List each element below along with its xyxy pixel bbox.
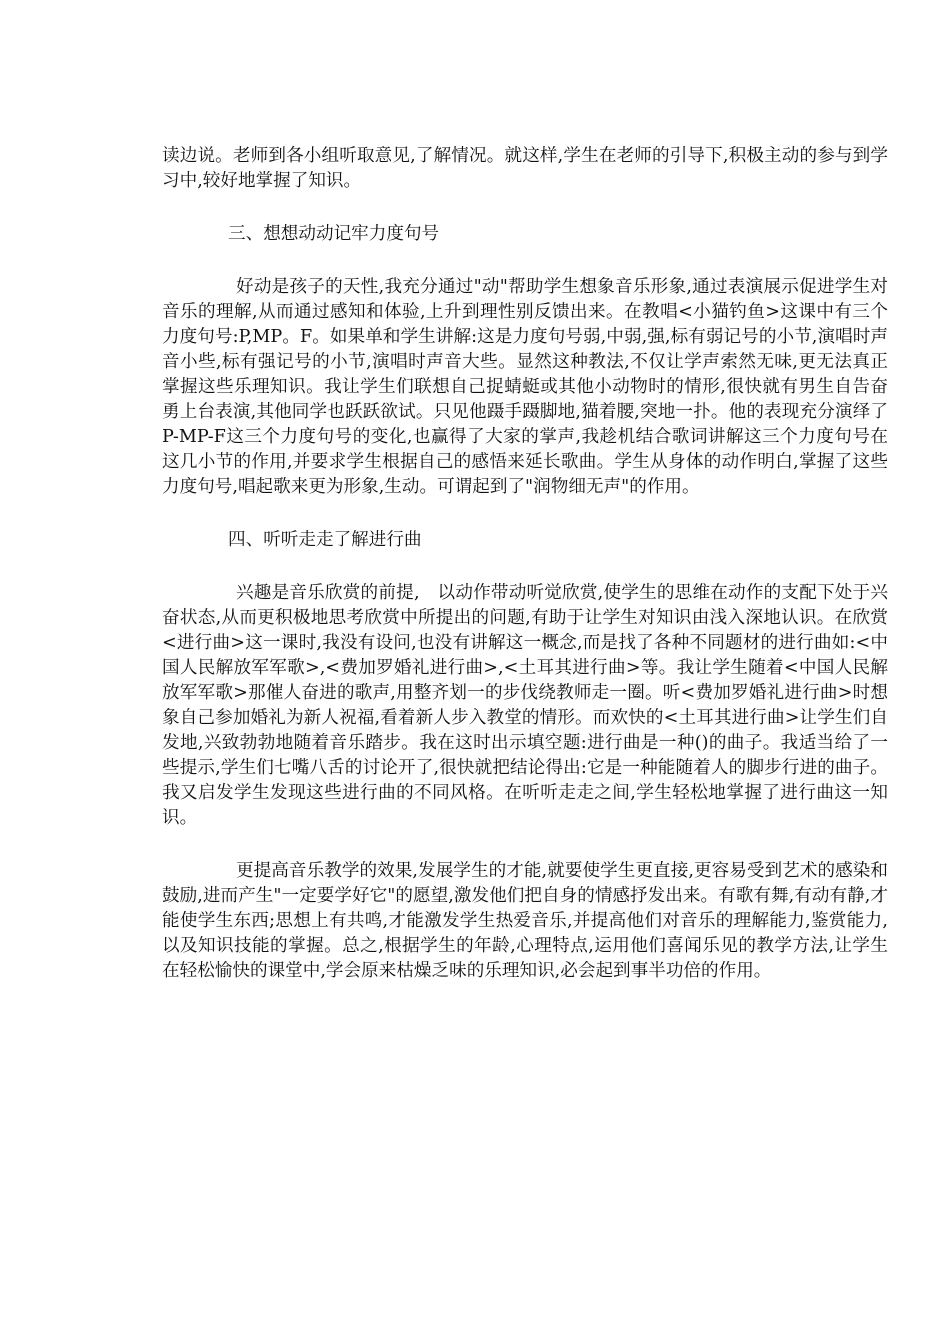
document-body	[162, 144, 888, 984]
section-heading-four: 四、听听走走了解进行曲	[228, 530, 422, 550]
section-heading-three: 三、想想动动记牢力度句号	[228, 224, 440, 244]
paragraph-conclusion: 更提高音乐教学的效果,发展学生的才能,就要使学生更直接,更容易受到艺术的感染和鼓励,进而产生"一定要学好它"的愿望,激发他们把自身的情感抒发出来。有歌有舞,有动有静,才能使学生东西;思想上有共鸣,才能激发学生热爱音乐,并提高他们对音乐的理解能力,鉴赏能力,以及知识技能的掌握。总之,根据学生的年龄,心理特点,运用他们喜闻乐见的教学方法,让学生在轻松愉快的课堂中,学会原来枯燥乏味的乐理知识,必会起到事半功倍的作用。	[162, 861, 888, 981]
paragraph-intro: 读边说。老师到各小组听取意见,了解情况。就这样,学生在老师的引导下,积极主动的参与到学习中,较好地掌握了知识。	[162, 146, 888, 191]
paragraph-section-four: 兴趣是音乐欣赏的前提, 以动作带动听觉欣赏,使学生的思维在动作的支配下处于兴奋状态,从而更积极地思考欣赏中所提出的问题,有助于让学生对知识由浅入深地认识。在欣赏<进行曲>这一课时,我没有设问,也没有讲解这一概念,而是找了各种不同题材的进行曲如:<中国人民解放军军歌>,<费加罗婚礼进行曲>,<土耳其进行曲>等。我让学生随着<中国人民解放军军歌>那催人奋进的歌声,用整齐划一的步伐绕教师走一圈。听<费加罗婚礼进行曲>时想象自己参加婚礼为新人祝福,看着新人步入教堂的情形。而欢快的<土耳其进行曲>让学生们自发地,兴致勃勃地随着音乐踏步。我在这时出示填空题:进行曲是一种()的曲子。我适当给了一些提示,学生们七嘴八舌的讨论开了,很快就把结论得出:它是一种能随着人的脚步行进的曲子。我又启发学生发现这些进行曲的不同风格。在听听走走之间,学生轻松地掌握了进行曲这一知识。	[162, 583, 888, 828]
paragraph-section-three: 好动是孩子的天性,我充分通过"动"帮助学生想象音乐形象,通过表演展示促进学生对音乐的理解,从而通过感知和体验,上升到理性别反馈出来。在教唱<小猫钓鱼>这课中有三个力度句号:P,MP。F。如果单和学生讲解:这是力度句号弱,中弱,强,标有弱记号的小节,演唱时声音小些,标有强记号的小节,演唱时声音大些。显然这种教法,不仅让学声索然无味,更无法真正掌握这些乐理知识。我让学生们联想自己捉蜻蜓或其他小动物时的情形,很快就有男生自告奋勇上台表演,其他同学也跃跃欲试。只见他蹑手蹑脚地,猫着腰,突地一扑。他的表现充分演绎了P-MP-F这三个力度句号的变化,也赢得了大家的掌声,我趁机结合歌词讲解这三个力度句号在这几小节的作用,并要求学生根据自己的感悟来延长歌曲。学生从身体的动作明白,掌握了这些力度句号,唱起歌来更为形象,生动。可谓起到了"润物细无声"的作用。	[162, 277, 888, 497]
